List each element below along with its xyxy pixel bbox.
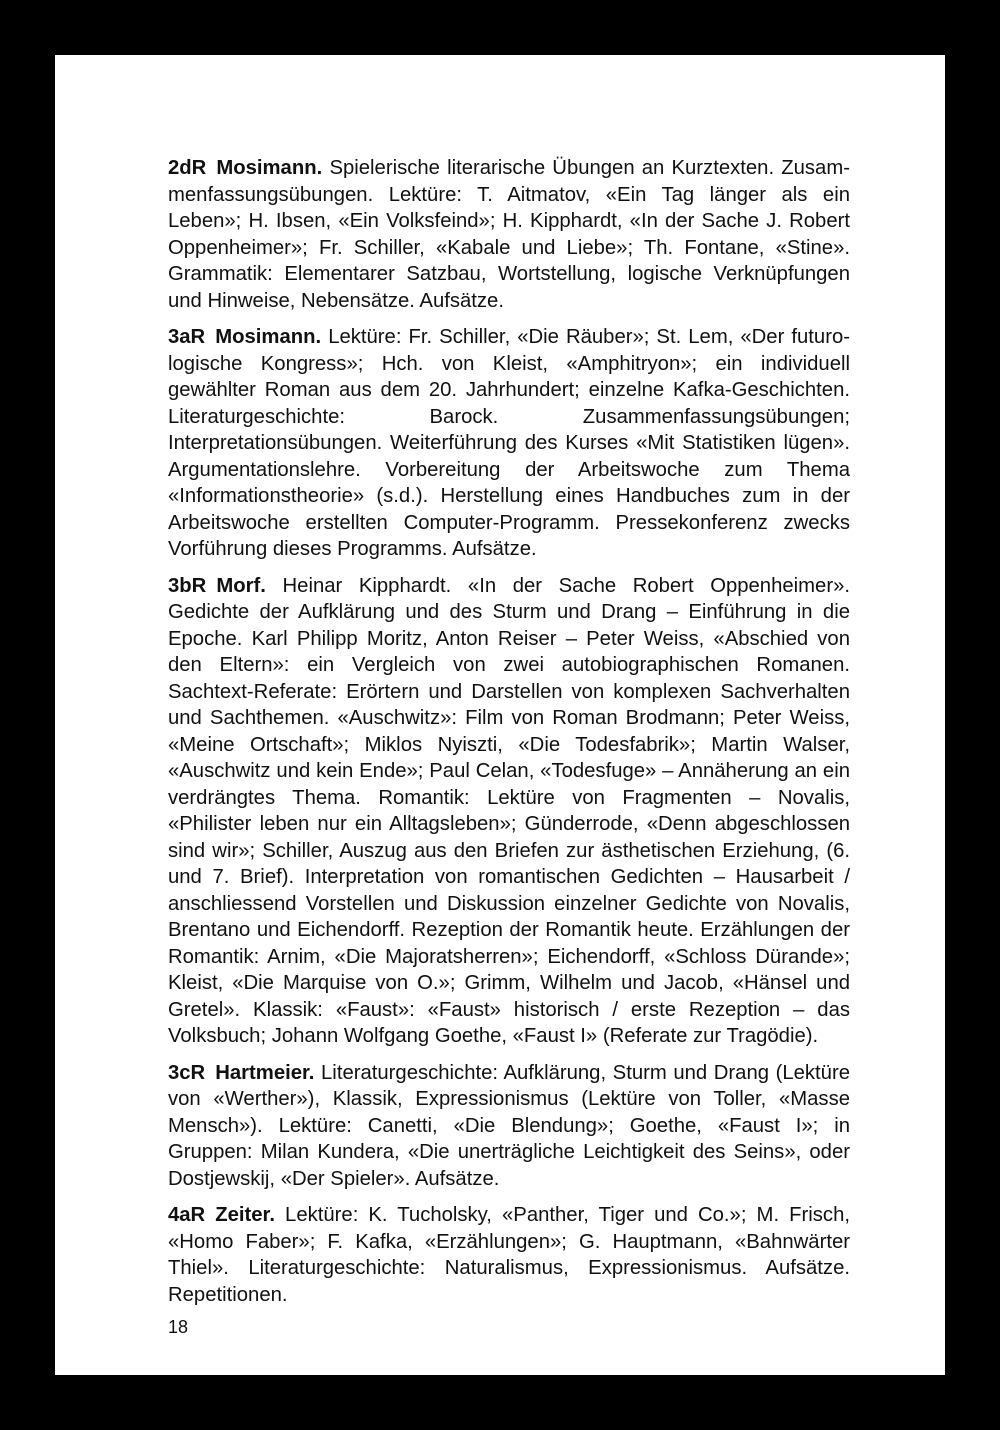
class-code: 2dR <box>168 157 207 179</box>
course-entry-3cR <box>168 1060 850 1193</box>
course-heading <box>168 1204 275 1226</box>
course-heading <box>168 157 322 179</box>
course-entry-4aR <box>168 1202 850 1308</box>
course-description: Heinar Kipphardt. «In der Sache Robert Oppenheimer». Gedichte der Aufklärung und des Sturm und Drang – Einführung in die Epoche. Karl Philipp Moritz, Anton Reiser – Peter Weiss, «Abschied von den Eltern»: ein Vergleich von zwei autobiographischen Romanen. Sachtext-Referate: Erörtern und Darstellen von komplexen Sachverhalten und Sachthemen. «Auschwitz»: Film von Roman Brodmann; Peter Weiss, «Meine Ortschaft»; Miklos Nyiszti, «Die Todesfabrik»; Martin Walser, «Auschwitz und kein Ende»; Paul Celan, «Todesfuge» – Annäherung an ein verdrängtes Thema. Romantik: Lektüre von Fragmenten – Novalis, «Philister leben nur ein Alltagsleben»; Günderrode, «Denn abgeschlossen sind wir»; Schiller, Auszug aus den Briefen zur ästhetischen Erziehung, (6. und 7. Brief). Interpretation von romantischen Gedichten – Hausarbeit / anschliessend Vorstellen und Diskussion einzelner Gedichte von Novalis, Brentano und Eichendorff. Rezeption der Romantik heute. Erzählungen der Romantik: Arnim, «Die Majoratsherren»; Eichendorff, «Schloss Dürande»; Kleist, «Die Marquise von O.»; Grimm, Wilhelm und Jacob, «Hänsel und Gretel». Klassik: «Faust»: «Faust» historisch / erste Rezeption – das Volksbuch; Johann Wolfgang Goethe, «Faust I» (Referate zur Tragödie). <box>168 574 850 1047</box>
course-heading <box>168 326 321 348</box>
course-heading <box>168 575 266 597</box>
teacher-name: Morf. <box>216 574 266 597</box>
course-list <box>168 155 850 1318</box>
teacher-name: Zeiter. <box>215 1204 275 1226</box>
course-entry-2dR <box>168 155 850 314</box>
class-code: 3cR <box>168 1061 206 1084</box>
teacher-name: Hartmeier. <box>215 1061 315 1084</box>
class-code: 3bR <box>168 574 207 597</box>
course-description: Lektüre: K. Tucholsky, «Panther, Tiger und Co.»; M. Frisch, «Homo Faber»; F. Kafka, «Erzählungen»; G. Hauptmann, «Bahnwärter Thiel». Literaturgeschichte: Naturalismus, Expressionismus. Aufsätze. Repetitionen. <box>168 1204 850 1306</box>
teacher-name: Mosimann. <box>215 326 322 348</box>
course-heading <box>168 1062 314 1084</box>
class-code: 4aR <box>168 1204 206 1226</box>
document-page <box>55 55 945 1375</box>
page-number: 18 <box>168 1317 189 1337</box>
course-entry-3bR <box>168 573 850 1050</box>
class-code: 3aR <box>168 326 206 348</box>
course-description: Literaturgeschichte: Aufklärung, Sturm und Drang (Lektüre von «Werther»), Klassik, Expressionismus (Lektüre von Toller, «Masse Mensch»). Lektüre: Canetti, «Die Blendung»; Goethe, «Faust I»; in Gruppen: Milan Kundera, «Die unerträgliche Leichtigkeit des Seins», oder Dostjewskij, «Der Spieler». Aufsätze. <box>168 1061 850 1190</box>
course-entry-3aR <box>168 324 850 563</box>
course-description: Lektüre: Fr. Schiller, «Die Räuber»; St. Lem, «Der futurologische Kongress»; Hch. von Kleist, «Amphitryon»; ein individuell gewählter Roman aus dem 20. Jahrhundert; einzelne Kafka-Geschichten. Literaturgeschichte: Barock. Zusammenfassungsübungen; Interpretationsübungen. Weiterführung des Kurses «Mit Statistiken lügen». Argumentationslehre. Vorbereitung der Arbeitswoche zum Thema «Informationstheorie» (s.d.). Herstellung eines Handbuches zum in der Arbeitswoche erstellten Computer-Programm. Pressekonferenz zwecks Vorführung dieses Programms. Aufsätze. <box>168 326 850 560</box>
teacher-name: Mosimann. <box>216 157 323 179</box>
course-description: Spielerische literarische Übungen an Kurztexten. Zusammenfassungsübungen. Lektüre: T. Aitmatov, «Ein Tag länger als ein Leben»; H. Ibsen, «Ein Volksfeind»; H. Kipphardt, «In der Sache J. Robert Oppenheimer»; Fr. Schiller, «Kabale und Liebe»; Th. Fontane, «Stine». Grammatik: Elementarer Satzbau, Wortstellung, logische Verknüpfungen und Hinweise, Nebensätze. Aufsätze. <box>168 157 850 312</box>
